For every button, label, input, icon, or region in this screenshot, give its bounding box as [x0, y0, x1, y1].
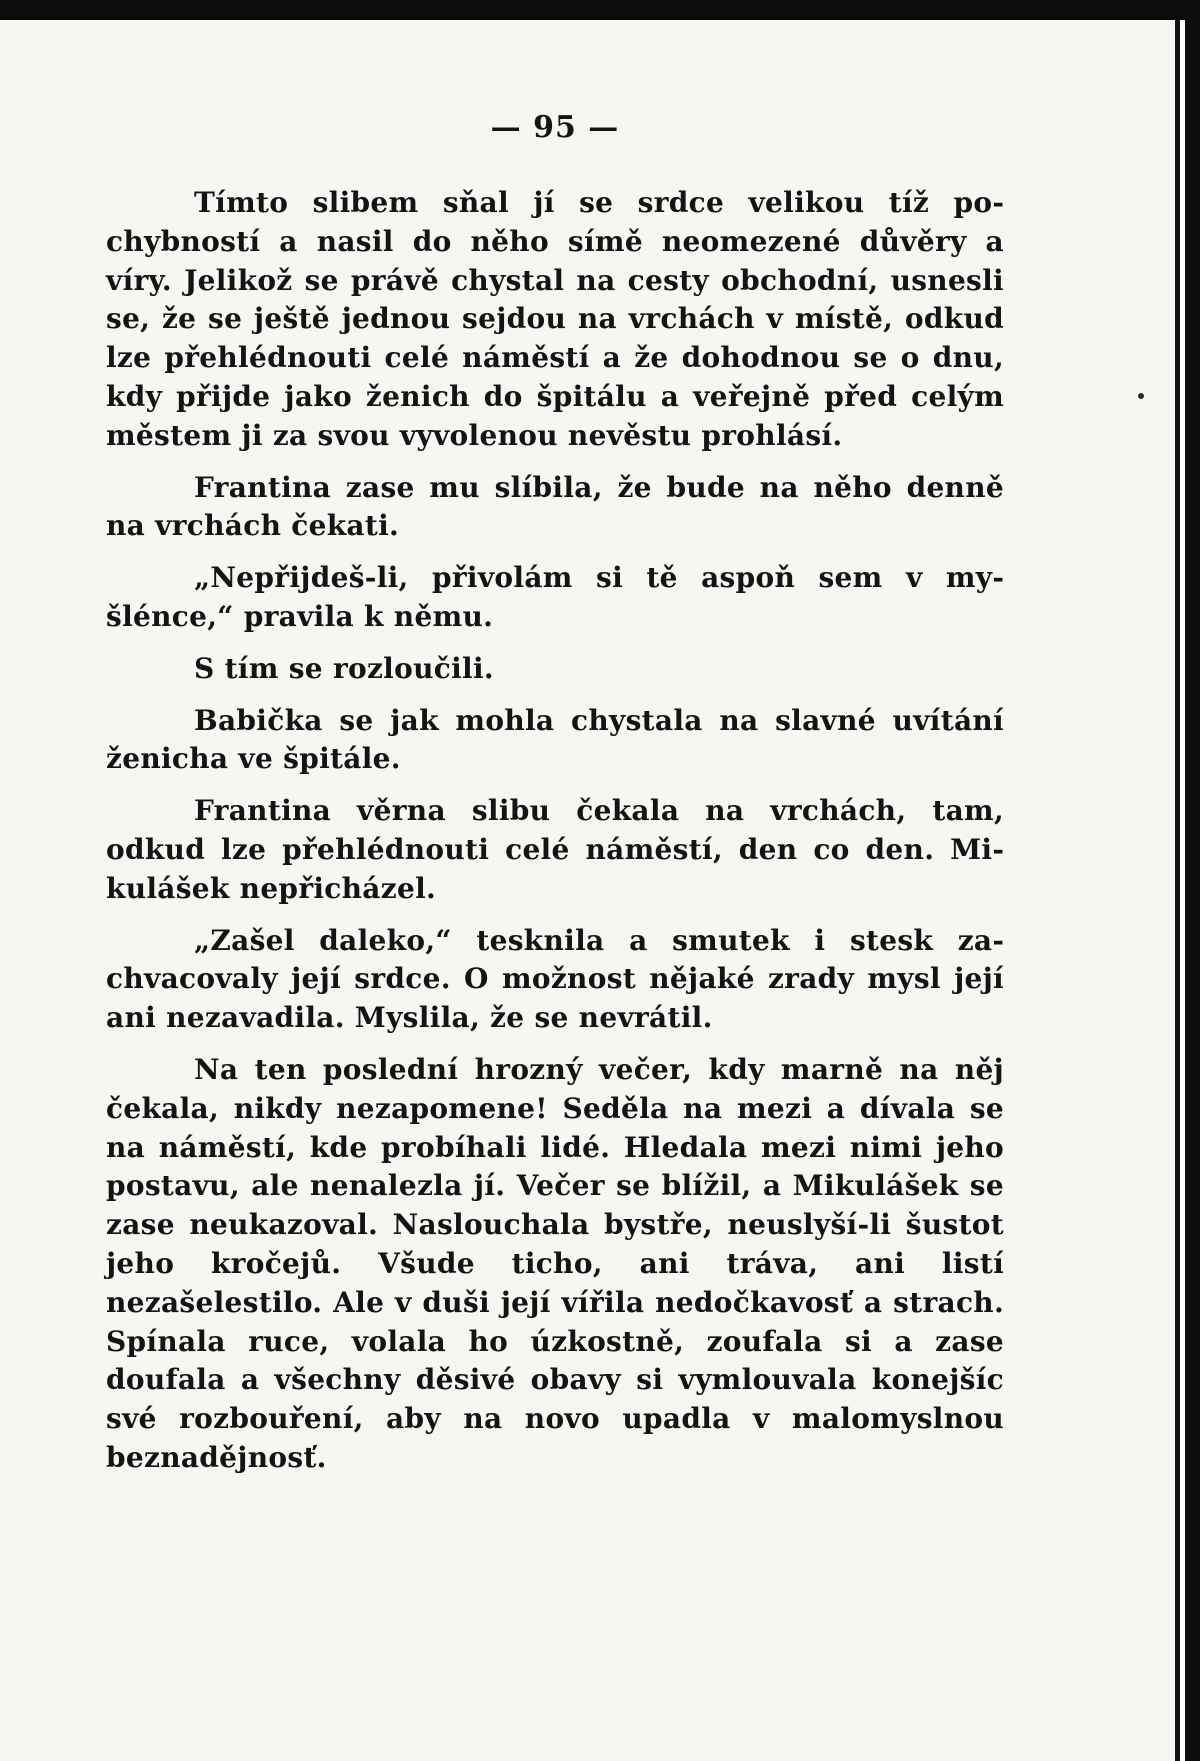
scan-border-top — [0, 0, 1200, 20]
paragraph-5: Babička se jak mohla chystala na slavné uvítání ženicha ve špitále. — [106, 703, 1004, 776]
page-number: — 95 — — [490, 110, 620, 145]
paragraph-7: „Zašel daleko,“ tesknila a smutek i stesk zachvacovaly její srdce. O možnost nějaké zrady mysl její ani nezavadila. Myslila, že se nevrátil. — [106, 923, 1004, 1035]
paragraph-3: „Nepřijdeš-li, přivolám si tě aspoň sem v myšlénce,“ pravila k němu. — [106, 561, 1004, 633]
print-speck — [1138, 393, 1144, 399]
page-content — [106, 108, 1004, 1491]
paragraph-8: Na ten poslední hrozný večer, kdy marně na něj čekala, nikdy nezapomene! Seděla na mezi a dívala se na náměstí, kde probíhali lidé. Hledala mezi nimi jeho postavu, ale nenalezla jí. Večer se blížil, a Mikulášek se zase neukazoval. Naslouchala bystře, neuslyší-li šustot jeho kročejů. Všude ticho, ani tráva, ani listí nezašelestilo. Ale v duši její vířila nedočkavosť a strach. Spínala ruce, volala ho úzkostně, zoufala si a zase doufala a všechny děsivé obavy si vymlouvala konejšíc své rozbouření, aby na novo upadla v malomyslnou beznadějnosť. — [106, 1052, 1004, 1474]
paragraph-6: Frantina věrna slibu čekala na vrchách, tam, odkud lze přehlédnouti celé náměstí, den co den. Mikulášek nepřicházel. — [106, 794, 1004, 905]
paragraph-1: Tímto slibem sňal jí se srdce velikou tíž pochybností a nasil do něho símě neomezené důvěry a víry. Jelikož se právě chystal na cesty obchodní, usnesli se, že se ještě jednou sejdou na vrchách v místě, odkud lze přehlédnouti celé náměstí a že dohodnou se o dnu, kdy přijde jako ženich do špitálu a veřejně před celým městem ji za svou vyvolenou nevěstu prohlásí. — [106, 186, 1004, 452]
scan-border-right — [1185, 0, 1200, 1761]
paragraph-2: Frantina zase mu slíbila, že bude na něho denně na vrchách čekati. — [106, 470, 1004, 543]
paragraph-4: S tím se rozloučili. — [194, 651, 494, 685]
